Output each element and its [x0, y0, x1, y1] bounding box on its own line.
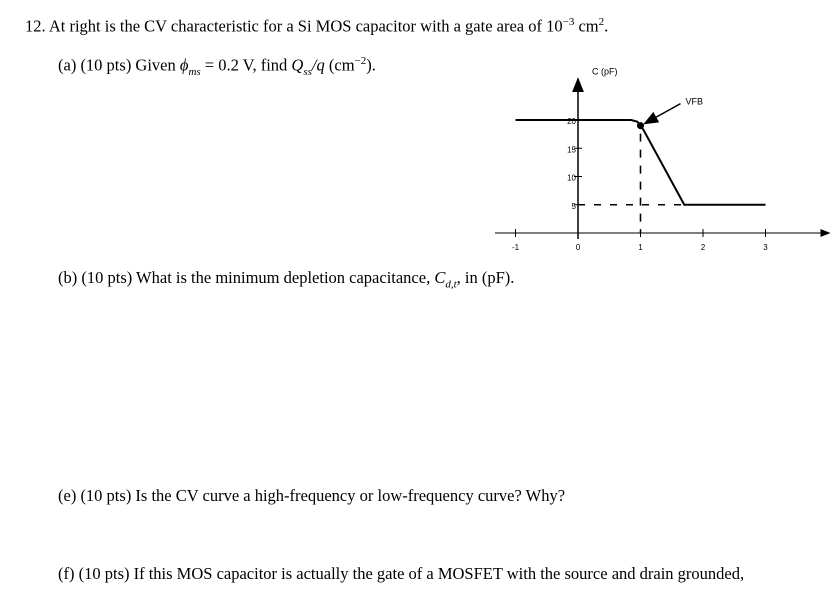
- y-tick-label: 5: [571, 201, 576, 211]
- y-axis-label: C (pF): [592, 66, 618, 77]
- x-tick-label: -1: [511, 243, 520, 252]
- part-b-end: , in (pF).: [456, 268, 515, 287]
- cv-curve-line: [516, 120, 766, 205]
- part-a-close: ).: [366, 55, 376, 75]
- part-f: (f) (10 pts) If this MOS capacitor is actually the gate of a MOSFET with the source and drain grounded,: [58, 564, 745, 583]
- part-a-unit: (cm: [324, 55, 355, 75]
- phi-subscript: ms: [188, 65, 201, 78]
- vfb-point: [637, 122, 644, 129]
- part-a-label: (a) (10 pts) Given: [58, 55, 180, 75]
- q-symbol: Q: [291, 55, 304, 75]
- x-tick-label: 3: [763, 243, 768, 252]
- intro-text: At right is the CV characteristic for a Si MOS capacitor with a gate area of 10: [48, 16, 563, 36]
- part-b-label: (b) (10 pts) What is the minimum depletion capacitance,: [58, 268, 435, 287]
- q-subscript: ss: [303, 65, 312, 78]
- c-subscript: d,t: [445, 278, 457, 291]
- part-a-mid: = 0.2 V, find: [200, 55, 292, 75]
- y-tick-label: 15: [567, 145, 576, 155]
- intro-unit: cm: [574, 16, 599, 36]
- q-tail: /q: [311, 55, 325, 75]
- intro-exponent: −3: [562, 16, 575, 28]
- c-symbol: C: [434, 268, 446, 287]
- x-tick-label: 0: [575, 243, 581, 252]
- phi-symbol: ϕ: [179, 55, 189, 75]
- y-tick-label: 10: [567, 173, 576, 183]
- vfb-annotation: VFB: [685, 96, 704, 107]
- x-tick-label: 1: [638, 243, 643, 252]
- x-tick-label: 2: [700, 243, 706, 252]
- intro-unit-exponent: 2: [598, 16, 605, 28]
- part-a-unit-exponent: −2: [354, 55, 367, 67]
- vfb-arrow: [645, 104, 681, 124]
- problem-number: 12.: [25, 16, 46, 36]
- part-e: (e) (10 pts) Is the CV curve a high-frequency or low-frequency curve? Why?: [58, 486, 566, 505]
- intro-end: .: [604, 16, 609, 36]
- y-tick-label: 20: [567, 117, 576, 126]
